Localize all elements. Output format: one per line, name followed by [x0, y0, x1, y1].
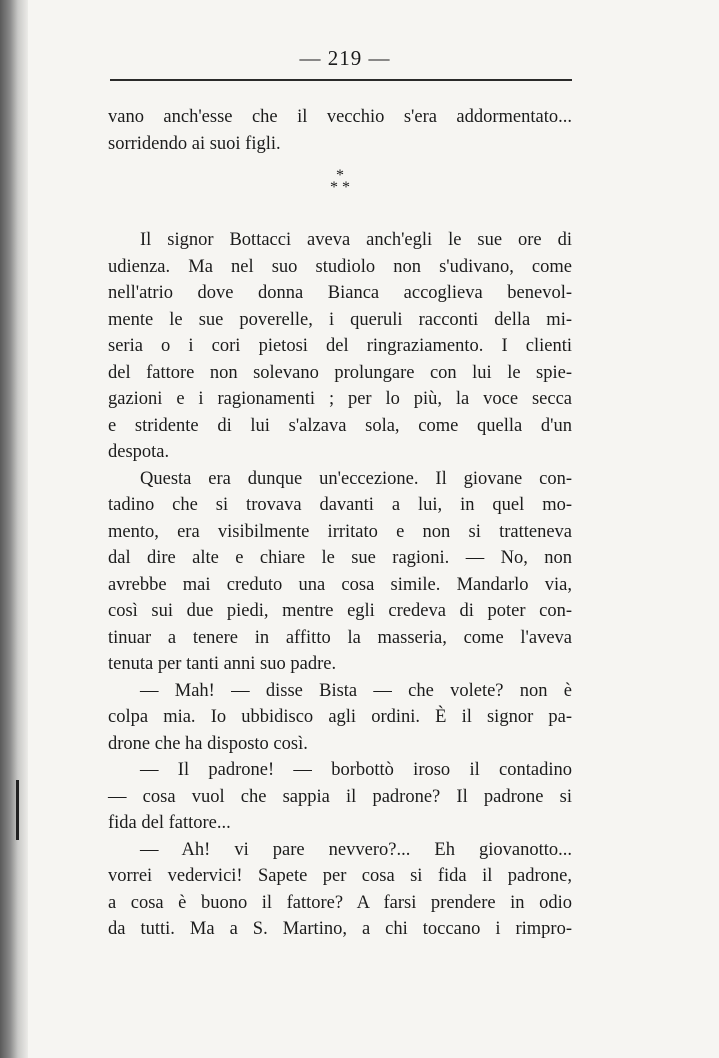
header-rule	[110, 79, 572, 81]
text-line: avrebbe mai creduto una cosa simile. Mandarlo via,	[108, 574, 572, 595]
section-break-asterisks	[300, 167, 380, 196]
text-line: tenuta per tanti anni suo padre.	[108, 654, 337, 674]
text-line: così sui due piedi, mentre egli credeva di poter con-	[108, 601, 572, 621]
text-line: despota.	[108, 442, 170, 462]
main-text	[108, 227, 572, 943]
text-line: Questa era dunque un'eccezione. Il giovane con-	[140, 468, 572, 489]
text-line: a cosa è buono il fattore? A farsi prendere in odio	[108, 892, 572, 913]
text-line: da tutti. Ma a S. Martino, a chi toccano i rimpro-	[108, 919, 572, 939]
text-line: tadino che si trovava davanti a lui, in quel mo-	[108, 495, 572, 515]
text-line: — cosa vuol che sappia il padrone? Il padrone si	[108, 786, 572, 807]
text-line: colpa mia. Io ubbidisco agli ordini. È il signor pa-	[108, 707, 572, 727]
text-line: gazioni e i ragionamenti ; per lo più, la voce secca	[108, 389, 572, 409]
text-line: dal dire alte e chiare le sue ragioni. — No, non	[108, 548, 572, 568]
text-line: mente le sue poverelle, i queruli racconti della mi-	[108, 309, 572, 330]
text-line: — Il padrone! — borbottò iroso il contadino	[140, 760, 572, 780]
text-line: tinuar a tenere in affitto la masseria, come l'aveva	[108, 627, 572, 648]
book-spine-shadow	[0, 0, 28, 1058]
text-line: drone che ha disposto così.	[108, 733, 308, 754]
text-line: udienza. Ma nel suo studiolo non s'udivano, come	[108, 256, 572, 277]
text-line: mento, era visibilmente irritato e non si tratteneva	[108, 521, 572, 542]
text-line: e stridente di lui s'alzava sola, come quella d'un	[108, 415, 572, 436]
text-line: fida del fattore...	[108, 813, 231, 833]
text-line: nell'atrio dove donna Bianca accoglieva benevol-	[108, 283, 572, 303]
text-line: vano anch'esse che il vecchio s'era addormentato...	[108, 107, 572, 127]
text-line: sorridendo ai suoi figli.	[108, 133, 281, 154]
text-line: vorrei vedervici! Sapete per cosa si fida il padrone,	[108, 866, 572, 886]
asterisks-bottom: * *	[330, 179, 350, 196]
text-line: — Ah! vi pare nevvero?... Eh giovanotto...	[140, 839, 572, 860]
text-line: del fattore non solevano prolungare con lui le spie-	[108, 362, 572, 383]
text-line: seria o i cori pietosi del ringraziamento. I clienti	[108, 336, 572, 356]
paragraph-continuation	[108, 104, 572, 157]
text-line: Il signor Bottacci aveva anch'egli le sue ore di	[140, 230, 572, 250]
page-number: — 219 —	[299, 46, 391, 70]
text-line: — Mah! — disse Bista — che volete? non è	[140, 680, 572, 701]
asterisk-top: *	[336, 167, 344, 184]
margin-mark	[16, 780, 19, 840]
